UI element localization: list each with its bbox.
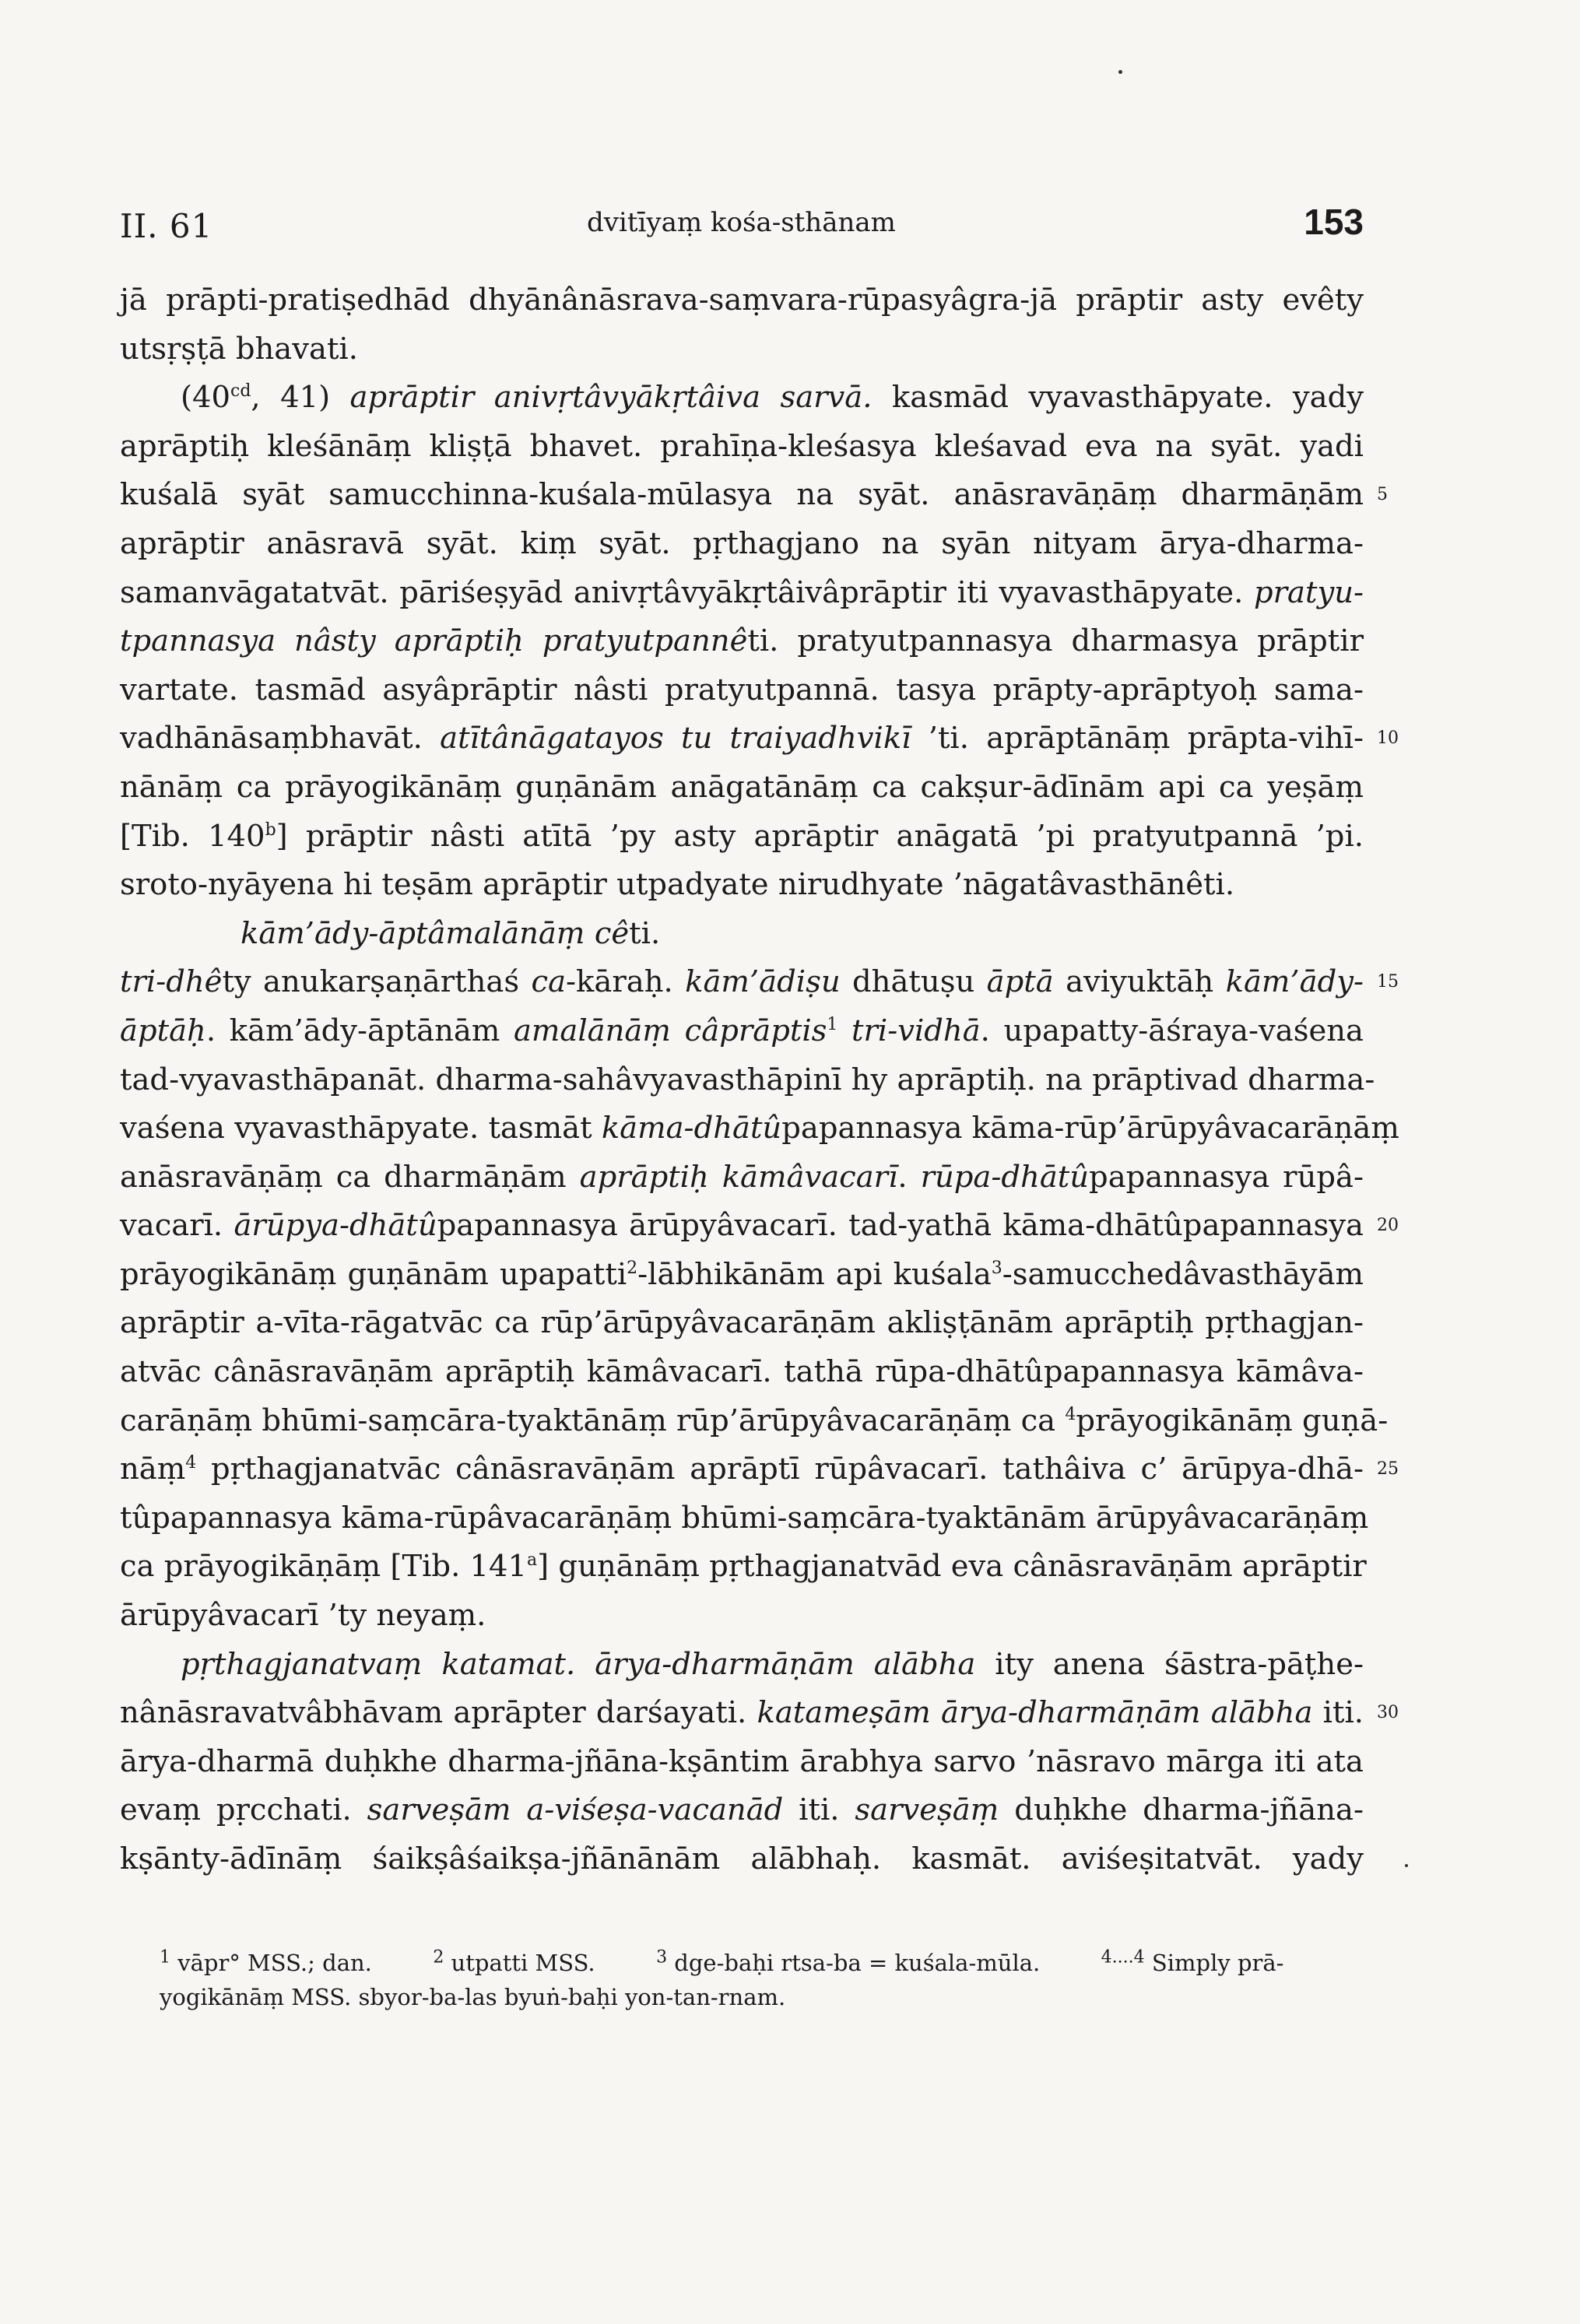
text-segment: duḥkhe dharma-jñāna- (999, 1792, 1364, 1828)
footnote-1: vāpr° MSS.; dan. (177, 1950, 372, 1976)
print-speck (1405, 1864, 1408, 1867)
text-line (120, 1251, 1364, 1300)
text-line (120, 471, 1388, 520)
footnote-marker: 1 (160, 1947, 170, 1968)
text-segment: aprāptir a-vīta-rāgatvāc ca rūp’ārūpyâvacarāṇām akliṣṭānām aprāptiḥ pṛthagjan- (120, 1305, 1364, 1341)
italic-text: kām’ādy-āptâmalānāṃ cê (241, 915, 630, 951)
text-segment: aprāptiḥ kleśānāṃ kliṣṭā bhavet. prahīṇa-kleśasya kleśavad eva na syāt. yadi (120, 428, 1364, 464)
text-line (120, 617, 1364, 666)
text-segment: pṛthagjanatvāc cânāsravāṇām aprāptī rūpâvacarī. tathâiva c’ ārūpya-dhā- (196, 1452, 1364, 1487)
footnote-line-2 (160, 1980, 1327, 2014)
text-line (120, 276, 1364, 325)
text-segment: , 41) (251, 380, 350, 416)
italic-text: rūpa-dhātû (920, 1159, 1090, 1195)
text-segment: . (897, 1159, 921, 1195)
italic-text: ca (531, 964, 567, 1000)
line-number: 10 (1377, 728, 1399, 749)
text-segment: carāṇāṃ bhūmi-saṃcāra-tyaktānāṃ rūp’ārūpyâvacarāṇāṃ ca (120, 1402, 1066, 1438)
text-line (120, 666, 1364, 715)
text-line (120, 374, 1364, 423)
footnote-line-1 (160, 1946, 1327, 1980)
line-number: 25 (1377, 1459, 1399, 1480)
text-line (120, 423, 1364, 472)
text-line (120, 1592, 1364, 1641)
text-segment: nāṃ (120, 1452, 186, 1487)
page-number: 153 (1304, 202, 1364, 242)
italic-text: kām’ādiṣu (685, 964, 841, 1000)
italic-text: aprāptir anivṛtâvyākṛtâiva sarvā. (349, 380, 873, 416)
text-segment: aprāptir anāsravā syāt. kiṃ syāt. pṛthagjano na syān nityam ārya-dharma- (120, 525, 1364, 561)
text-line (120, 1641, 1364, 1690)
text-segment: utsṛṣṭā bhavati. (120, 331, 358, 367)
text-segment: ] prāptir nâsti atītā ’py asty aprāptir anāgatā ’pi pratyutpannā ’pi. (276, 818, 1364, 854)
text-segment: evaṃ pṛcchati. (120, 1792, 367, 1828)
text-segment: ’ti. aprāptānāṃ prāpta-vihī- (911, 721, 1364, 757)
footnotes (160, 1946, 1327, 2014)
text-line (120, 1445, 1399, 1494)
text-segment: ] guṇānāṃ pṛthagjanatvād eva cânāsravāṇām aprāptir (537, 1549, 1367, 1585)
text-segment: -lābhikānām api kuśala (637, 1256, 992, 1292)
italic-text: tri-vidhā (851, 1013, 981, 1048)
text-segment: -samucchedâvasthāyām (1002, 1256, 1364, 1292)
superscript: 3 (991, 1259, 1002, 1279)
superscript: 1 (827, 1015, 838, 1035)
italic-text: amalānāṃ câprāptis (513, 1013, 827, 1048)
text-line (120, 1738, 1364, 1787)
line-number: 30 (1377, 1703, 1399, 1723)
print-speck (1118, 70, 1122, 74)
text-segment: ti. (629, 915, 661, 951)
text-segment: iti. (783, 1792, 855, 1828)
text-line (120, 1397, 1389, 1446)
italic-text: āptā (986, 964, 1054, 1000)
text-segment: sroto-nyāyena hi teṣām aprāptir utpadyate nirudhyate ’nāgatâvasthānêti. (120, 867, 1235, 903)
line-number: 5 (1377, 485, 1388, 505)
superscript: 4 (185, 1453, 197, 1473)
text-line (120, 1835, 1364, 1884)
text-line (120, 1689, 1399, 1738)
text-segment: ca prāyogikāṇāṃ [Tib. 141 (120, 1549, 528, 1585)
text-segment: [Tib. 140 (120, 818, 265, 854)
italic-text: pratyu- (1253, 574, 1364, 610)
text-line (120, 1104, 1399, 1153)
text-segment: papannasya ārūpyâvacarī. tad-yathā kāma-dhātûpapannasya (437, 1208, 1364, 1244)
text-line (120, 1056, 1375, 1105)
text-segment: nānāṃ ca prāyogikānāṃ guṇānām anāgatānāṃ ca cakṣur-ādīnām api ca yeṣāṃ (120, 769, 1364, 805)
text-line (120, 1786, 1364, 1835)
superscript: 4 (1065, 1404, 1076, 1424)
text-segment: vaśena vyavasthāpyate. tasmāt (120, 1111, 602, 1146)
text-segment (837, 1013, 851, 1048)
italic-text: aprāptiḥ kāmâvacarī (579, 1159, 898, 1195)
text-line (120, 1299, 1364, 1348)
text-segment: jā prāpti-pratiṣedhād dhyānânāsrava-saṃvara-rūpasyâgra-jā prāptir asty evêty (120, 283, 1364, 318)
text-segment: samanvāgatatvāt. pāriśeṣyād anivṛtâvyākṛtâivâprāptir iti vyavasthāpyate. (120, 574, 1254, 610)
text-segment: anāsravāṇāṃ ca dharmāṇām (120, 1159, 580, 1195)
section-reference: II. 61 (120, 207, 213, 245)
text-segment: ity anena śāstra-pāṭhe- (975, 1646, 1364, 1682)
line-number: 20 (1377, 1216, 1399, 1236)
text-segment: iti. (1312, 1695, 1364, 1731)
text-segment: ty anukarṣaṇārthaś (222, 964, 532, 1000)
text-segment: vadhānāsaṃbhavāt. (120, 721, 441, 757)
text-line (120, 1348, 1364, 1397)
italic-text: atītânāgatayos tu traiyadhvikī (440, 721, 911, 757)
footnote-marker: 4....4 (1101, 1947, 1145, 1968)
text-segment: kasmād vyavasthāpyate. yady (872, 380, 1364, 416)
italic-text: sarveṣām a-viśeṣa-vacanād (367, 1792, 784, 1828)
italic-text: āptāḥ (120, 1013, 206, 1048)
footnote-4-continued: yogikānāṃ MSS. sbyor-ba-las byuṅ-baḥi yon-tan-rnam. (160, 1984, 786, 2010)
text-segment: ārya-dharmā duḥkhe dharma-jñāna-kṣāntim ārabhya sarvo ’nāsravo mārga iti ata (120, 1743, 1364, 1779)
text-line (120, 813, 1364, 862)
text-line (120, 714, 1399, 764)
italic-text: tri-dhê (120, 964, 223, 1000)
italic-text: katameṣām ārya-dharmāṇām alābha (757, 1695, 1313, 1731)
superscript: 2 (627, 1259, 638, 1279)
italic-text: kām’ādy- (1225, 964, 1364, 1000)
text-line (120, 764, 1364, 813)
footnote-2: utpatti MSS. (451, 1950, 595, 1976)
text-segment: tûpapannasya kāma-rūpâvacarāṇāṃ bhūmi-saṃcāra-tyaktānām ārūpyâvacarāṇāṃ (120, 1500, 1369, 1536)
running-title: dvitīyaṃ kośa-sthānam (587, 207, 896, 238)
text-line (120, 520, 1364, 569)
footnote-marker: 3 (656, 1947, 668, 1968)
text-segment: papannasya rūpâ- (1089, 1159, 1364, 1195)
text-segment: atvāc cânāsravāṇām aprāptiḥ kāmâvacarī. tathā rūpa-dhātûpapannasya kāmâva- (120, 1354, 1364, 1390)
italic-text: kāma-dhātû (601, 1111, 782, 1146)
text-line (120, 861, 1364, 910)
text-line (120, 1153, 1364, 1202)
text-segment: nânāsravatvâbhāvam aprāpter darśayati. (120, 1695, 757, 1731)
text-segment: dhātuṣu (840, 964, 987, 1000)
italic-text: ārūpya-dhātû (233, 1208, 437, 1244)
superscript: cd (230, 381, 251, 402)
superscript: a (527, 1550, 538, 1571)
footnote-3: dge-baḥi rtsa-ba = kuśala-mūla. (674, 1950, 1041, 1976)
text-segment: vacarī. (120, 1208, 234, 1244)
text-segment: papannasya kāma-rūp’ārūpyâvacarāṇāṃ (781, 1111, 1399, 1146)
italic-text: tpannasya nâsty aprāptiḥ pratyutpannê (120, 623, 748, 659)
footnote-marker: 2 (433, 1947, 444, 1968)
text-line (120, 1007, 1364, 1056)
text-line (120, 1202, 1399, 1251)
text-line (120, 958, 1399, 1007)
main-text (120, 276, 1399, 1884)
text-segment: ārūpyâvacarī ’ty neyaṃ. (120, 1598, 486, 1634)
running-header (120, 201, 1364, 247)
text-segment: prāyogikānāṃ guṇā- (1076, 1402, 1389, 1438)
text-segment: tad-vyavasthāpanāt. dharma-sahâvyavasthāpinī hy aprāptiḥ. na prāptivad dharma- (120, 1062, 1375, 1097)
text-line (120, 910, 1364, 959)
italic-text: sarveṣāṃ (855, 1792, 999, 1828)
text-line (120, 569, 1364, 618)
text-segment: kṣānty-ādīnāṃ śaikṣâśaikṣa-jñānānām alābhaḥ. kasmāt. aviśeṣitatvāt. yady (120, 1841, 1364, 1876)
line-number: 15 (1377, 972, 1399, 992)
text-segment: ti. pratyutpannasya dharmasya prāptir (747, 623, 1364, 659)
text-segment: kuśalā syāt samucchinna-kuśala-mūlasya na syāt. anāsravāṇāṃ dharmāṇām (120, 477, 1364, 513)
text-segment: . upapatty-āśraya-vaśena (980, 1013, 1364, 1048)
text-line (120, 325, 1364, 374)
text-segment: (40 (181, 380, 231, 416)
text-segment: prāyogikānāṃ guṇānām upapatti (120, 1256, 627, 1292)
italic-text: pṛthagjanatvaṃ katamat. ārya-dharmāṇām alābha (181, 1646, 976, 1682)
text-segment: . kām’ādy-āptānām (205, 1013, 514, 1048)
text-segment: vartate. tasmād asyâprāptir nâsti pratyutpannā. tasya prāpty-aprāptyoḥ sama- (120, 672, 1364, 707)
text-line (120, 1494, 1369, 1543)
superscript: b (265, 820, 276, 840)
text-segment: -kāraḥ. (566, 964, 686, 1000)
text-segment: aviyuktāḥ (1053, 964, 1226, 1000)
footnote-4: Simply prā- (1151, 1950, 1284, 1976)
text-line (120, 1543, 1367, 1592)
